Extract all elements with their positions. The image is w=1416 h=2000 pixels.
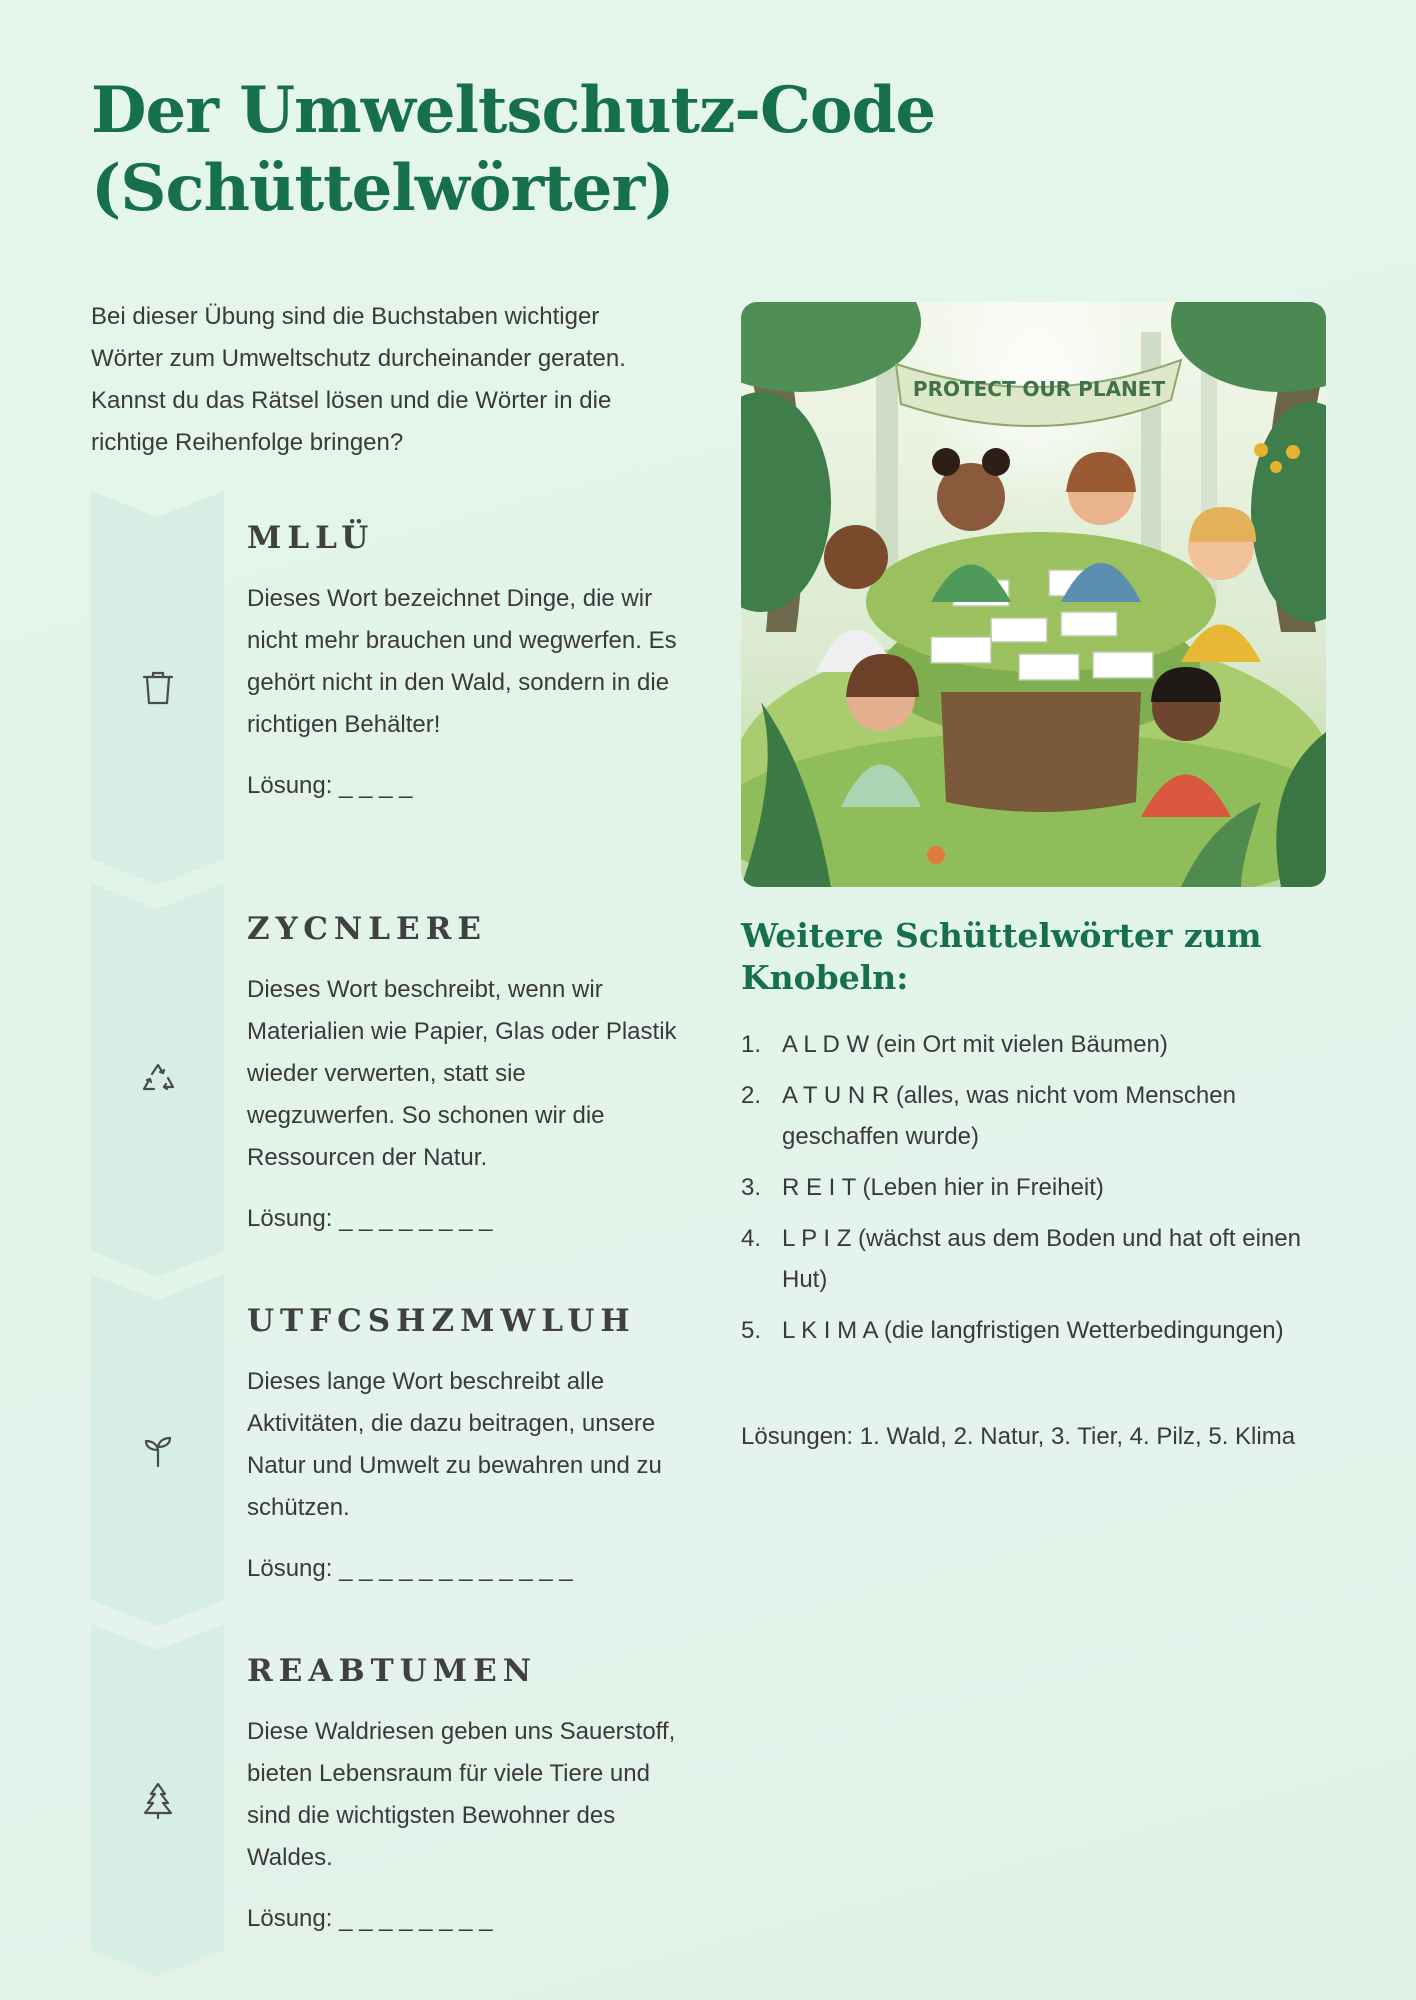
- scrambled-word: UTFCSHZMWLUH: [247, 1303, 636, 1339]
- scrambled-word: REABTUMEN: [247, 1653, 538, 1689]
- trash-can-icon: [140, 668, 176, 708]
- list-item: [741, 1075, 1301, 1157]
- puzzle-card: [247, 1651, 677, 1935]
- solution-line: Lösung: _ _ _ _: [247, 772, 413, 799]
- scrambled-word: ZYCNLERE: [247, 911, 488, 947]
- list-item-number: 5.: [741, 1317, 762, 1344]
- list-item-number: 2.: [741, 1082, 762, 1109]
- puzzle-card: [247, 1301, 677, 1585]
- intro-text: Bei dieser Übung sind die Buchstaben wichtiger Wörter zum Umweltschutz durcheinander geraten. Kannst du das Rätsel lösen und die Wörter in die richtige Reihenfolge bringen?: [91, 303, 626, 456]
- solution-line: Lösung: _ _ _ _ _ _ _ _: [247, 1205, 493, 1232]
- more-puzzles-list: [741, 1024, 1301, 1361]
- list-item-number: 3.: [741, 1174, 762, 1201]
- list-item-number: 1.: [741, 1031, 762, 1058]
- puzzle-card: [247, 518, 677, 802]
- more-puzzles-heading: Weitere Schüttelwörter zum Knobeln:: [741, 916, 1262, 997]
- page-title: Der Umweltschutz-Code (Schüttelwörter): [91, 73, 936, 226]
- solution-line: Lösung: _ _ _ _ _ _ _ _ _ _ _ _: [247, 1555, 573, 1582]
- list-item-number: 4.: [741, 1225, 762, 1252]
- puzzle-card: [247, 909, 677, 1235]
- puzzle-description: Dieses Wort bezeichnet Dinge, die wir nicht mehr brauchen und wegwerfen. Es gehört nicht in den Wald, sondern in die richtigen Behälter!: [247, 585, 677, 738]
- list-item-text: L P I Z (wächst aus dem Boden und hat oft einen Hut): [782, 1225, 1301, 1293]
- list-item-text: A L D W (ein Ort mit vielen Bäumen): [782, 1031, 1168, 1058]
- puzzle-description: Dieses Wort beschreibt, wenn wir Materialien wie Papier, Glas oder Plastik wieder verwerten, statt sie wegzuwerfen. So schonen wir die Ressourcen der Natur.: [247, 976, 677, 1171]
- list-item-text: R E I T (Leben hier in Freiheit): [782, 1174, 1104, 1201]
- tree-icon: [140, 1780, 176, 1820]
- banner-text: PROTECT OUR PLANET: [912, 377, 1166, 401]
- solution-line: Lösung: _ _ _ _ _ _ _ _: [247, 1905, 493, 1932]
- puzzle-description: Diese Waldriesen geben uns Sauerstoff, bieten Lebensraum für viele Tiere und sind die wichtigsten Bewohner des Waldes.: [247, 1718, 676, 1871]
- puzzle-ribbon: [91, 491, 224, 885]
- list-item: [741, 1024, 1301, 1065]
- kids-illustration: [741, 302, 1326, 887]
- sprout-icon: [140, 1430, 176, 1470]
- list-item: [741, 1218, 1301, 1300]
- puzzle-description: Dieses lange Wort beschreibt alle Aktivitäten, die dazu beitragen, unsere Natur und Umwelt zu bewahren und zu schützen.: [247, 1368, 662, 1521]
- puzzle-ribbon: [91, 883, 224, 1277]
- recycle-icon: [140, 1060, 176, 1100]
- list-item-text: A T U N R (alles, was nicht vom Menschen geschaffen wurde): [782, 1082, 1236, 1150]
- scrambled-word: MLLÜ: [247, 520, 375, 556]
- puzzle-ribbon: [91, 1274, 224, 1626]
- list-item-text: L K I M A (die langfristigen Wetterbedingungen): [782, 1317, 1284, 1344]
- list-item: [741, 1167, 1301, 1208]
- solutions-text: Lösungen: 1. Wald, 2. Natur, 3. Tier, 4. Pilz, 5. Klima: [741, 1423, 1296, 1450]
- puzzle-ribbon: [91, 1624, 224, 1976]
- list-item: [741, 1310, 1301, 1351]
